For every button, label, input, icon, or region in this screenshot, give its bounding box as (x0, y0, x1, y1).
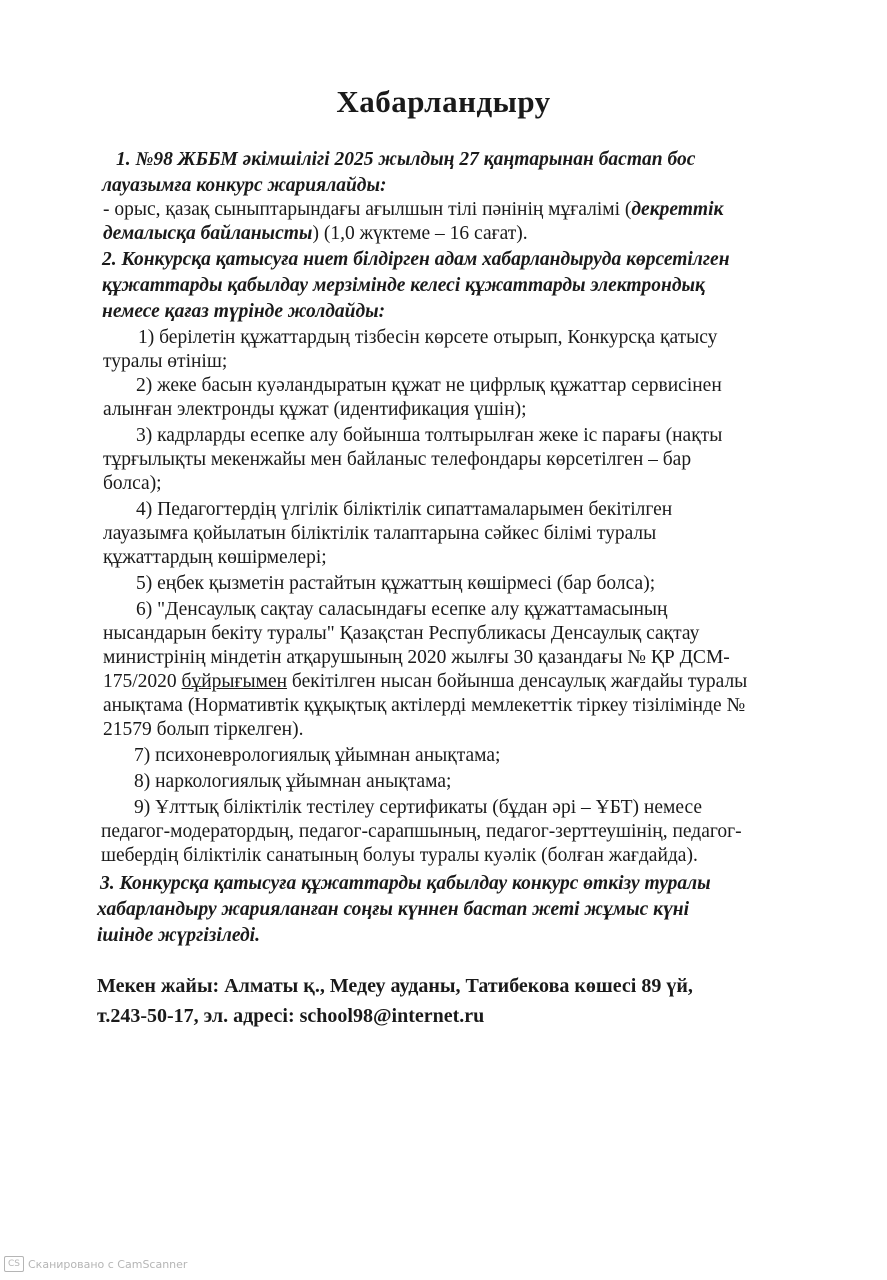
section1-position-line2 (103, 224, 528, 244)
item6-line1: 6) "Денсаулық сақтау саласындағы есепке алу құжаттамасының (136, 599, 668, 620)
section1-heading-line1: 1. №98 ЖББМ әкімшілігі 2025 жылдың 27 қаңтарынан бастап бос (116, 149, 696, 170)
item3-line2: тұрғылықты мекенжайы мен байланыс телефондары көрсетілген – бар (103, 449, 692, 470)
document-title: Хабарландыру (336, 84, 551, 119)
item9-line3: шебердің біліктілік санатының болуы туралы куәлік (болған жағдайда). (101, 845, 698, 866)
item6-line4 (103, 672, 747, 692)
position-load: ) (1,0 жүктеме – 16 сағат). (312, 223, 528, 244)
item4-line3: құжаттардың көшірмелері; (103, 547, 327, 568)
section1-position-line1 (103, 200, 723, 220)
item6-line6: 21579 болып тіркелген). (103, 719, 304, 740)
order-word: бұйрығымен (181, 671, 288, 692)
order-number: 175/2020 (103, 671, 182, 692)
item6-line5: анықтама (Нормативтік құқықтық актілерді мемлекеттік тіркеу тізілімінде № (103, 695, 746, 716)
scanner-watermark (4, 1256, 187, 1272)
item6-line2: нысандарын бекіту туралы" Қазақстан Республикасы Денсаулық сақтау (103, 623, 700, 644)
item8-line1: 8) наркологиялық ұйымнан анықтама; (134, 771, 452, 792)
address-line2: т.243-50-17, эл. адресі: school98@internet.ru (97, 1005, 485, 1027)
item9-line1: 9) Ұлттық біліктілік тестілеу сертификаты (бұдан әрі – ҰБТ) немесе (134, 797, 703, 818)
position-note: декреттік (631, 199, 724, 220)
item4-line1: 4) Педагогтердің үлгілік біліктілік сипаттамаларымен бекітілген (136, 499, 673, 520)
watermark-text: Сканировано с CamScanner (28, 1257, 188, 1271)
address-line1: Мекен жайы: Алматы қ., Медеу ауданы, Татибекова көшесі 89 үй, (97, 975, 693, 997)
section3-line1: 3. Конкурсқа қатысуға құжаттарды қабылдау конкурс өткізу туралы (100, 873, 711, 894)
item5-line1: 5) еңбек қызметін растайтын құжаттың көшірмесі (бар болса); (136, 573, 656, 594)
section2-heading-line3: немесе қағаз түрінде жолдайды: (102, 301, 386, 322)
item1-line1: 1) берілетін құжаттардың тізбесін көрсете отырып, Конкурсқа қатысу (138, 327, 718, 348)
item7-line1: 7) психоневрологиялық ұйымнан анықтама; (134, 745, 501, 766)
position-text: - орыс, қазақ сыныптарындағы ағылшын тілі пәнінің мұғалімі ( (103, 199, 632, 220)
item6-line3: министрінің міндетін атқарушының 2020 жылғы 30 қазандағы № ҚР ДСМ- (103, 647, 730, 668)
item6-line4-rest: бекітілген нысан бойынша денсаулық жағдайы туралы (291, 671, 748, 692)
item2-line2: алынған электронды құжат (идентификация үшін); (103, 399, 527, 420)
camscanner-icon: CS (4, 1256, 24, 1272)
section1-heading-line2: лауазымға конкурс жариялайды: (102, 175, 387, 196)
section2-heading-line1: 2. Конкурсқа қатысуға ниет білдірген адам хабарландыруда көрсетілген (102, 249, 730, 270)
item4-line2: лауазымға қойылатын біліктілік талаптарына сәйкес білімі туралы (103, 523, 657, 544)
item1-line2: туралы өтініш; (103, 351, 228, 372)
section3-line2: хабарландыру жарияланған соңғы күннен бастап жеті жұмыс күні (97, 899, 690, 920)
item9-line2: педагог-модератордың, педагог-сарапшының, педагог-зерттеушінің, педагог- (101, 821, 742, 842)
section3-line3: ішінде жүргізіледі. (97, 925, 260, 946)
section2-heading-line2: құжаттарды қабылдау мерзімінде келесі құжаттарды электрондық (102, 275, 705, 296)
item3-line3: болса); (103, 473, 162, 494)
item2-line1: 2) жеке басын куәландыратын құжат не цифрлық құжаттар сервисінен (136, 375, 722, 396)
position-note-cont: демалысқа байланысты (103, 223, 313, 244)
item3-line1: 3) кадрларды есепке алу бойынша толтырылған жеке іс парағы (нақты (136, 425, 723, 446)
